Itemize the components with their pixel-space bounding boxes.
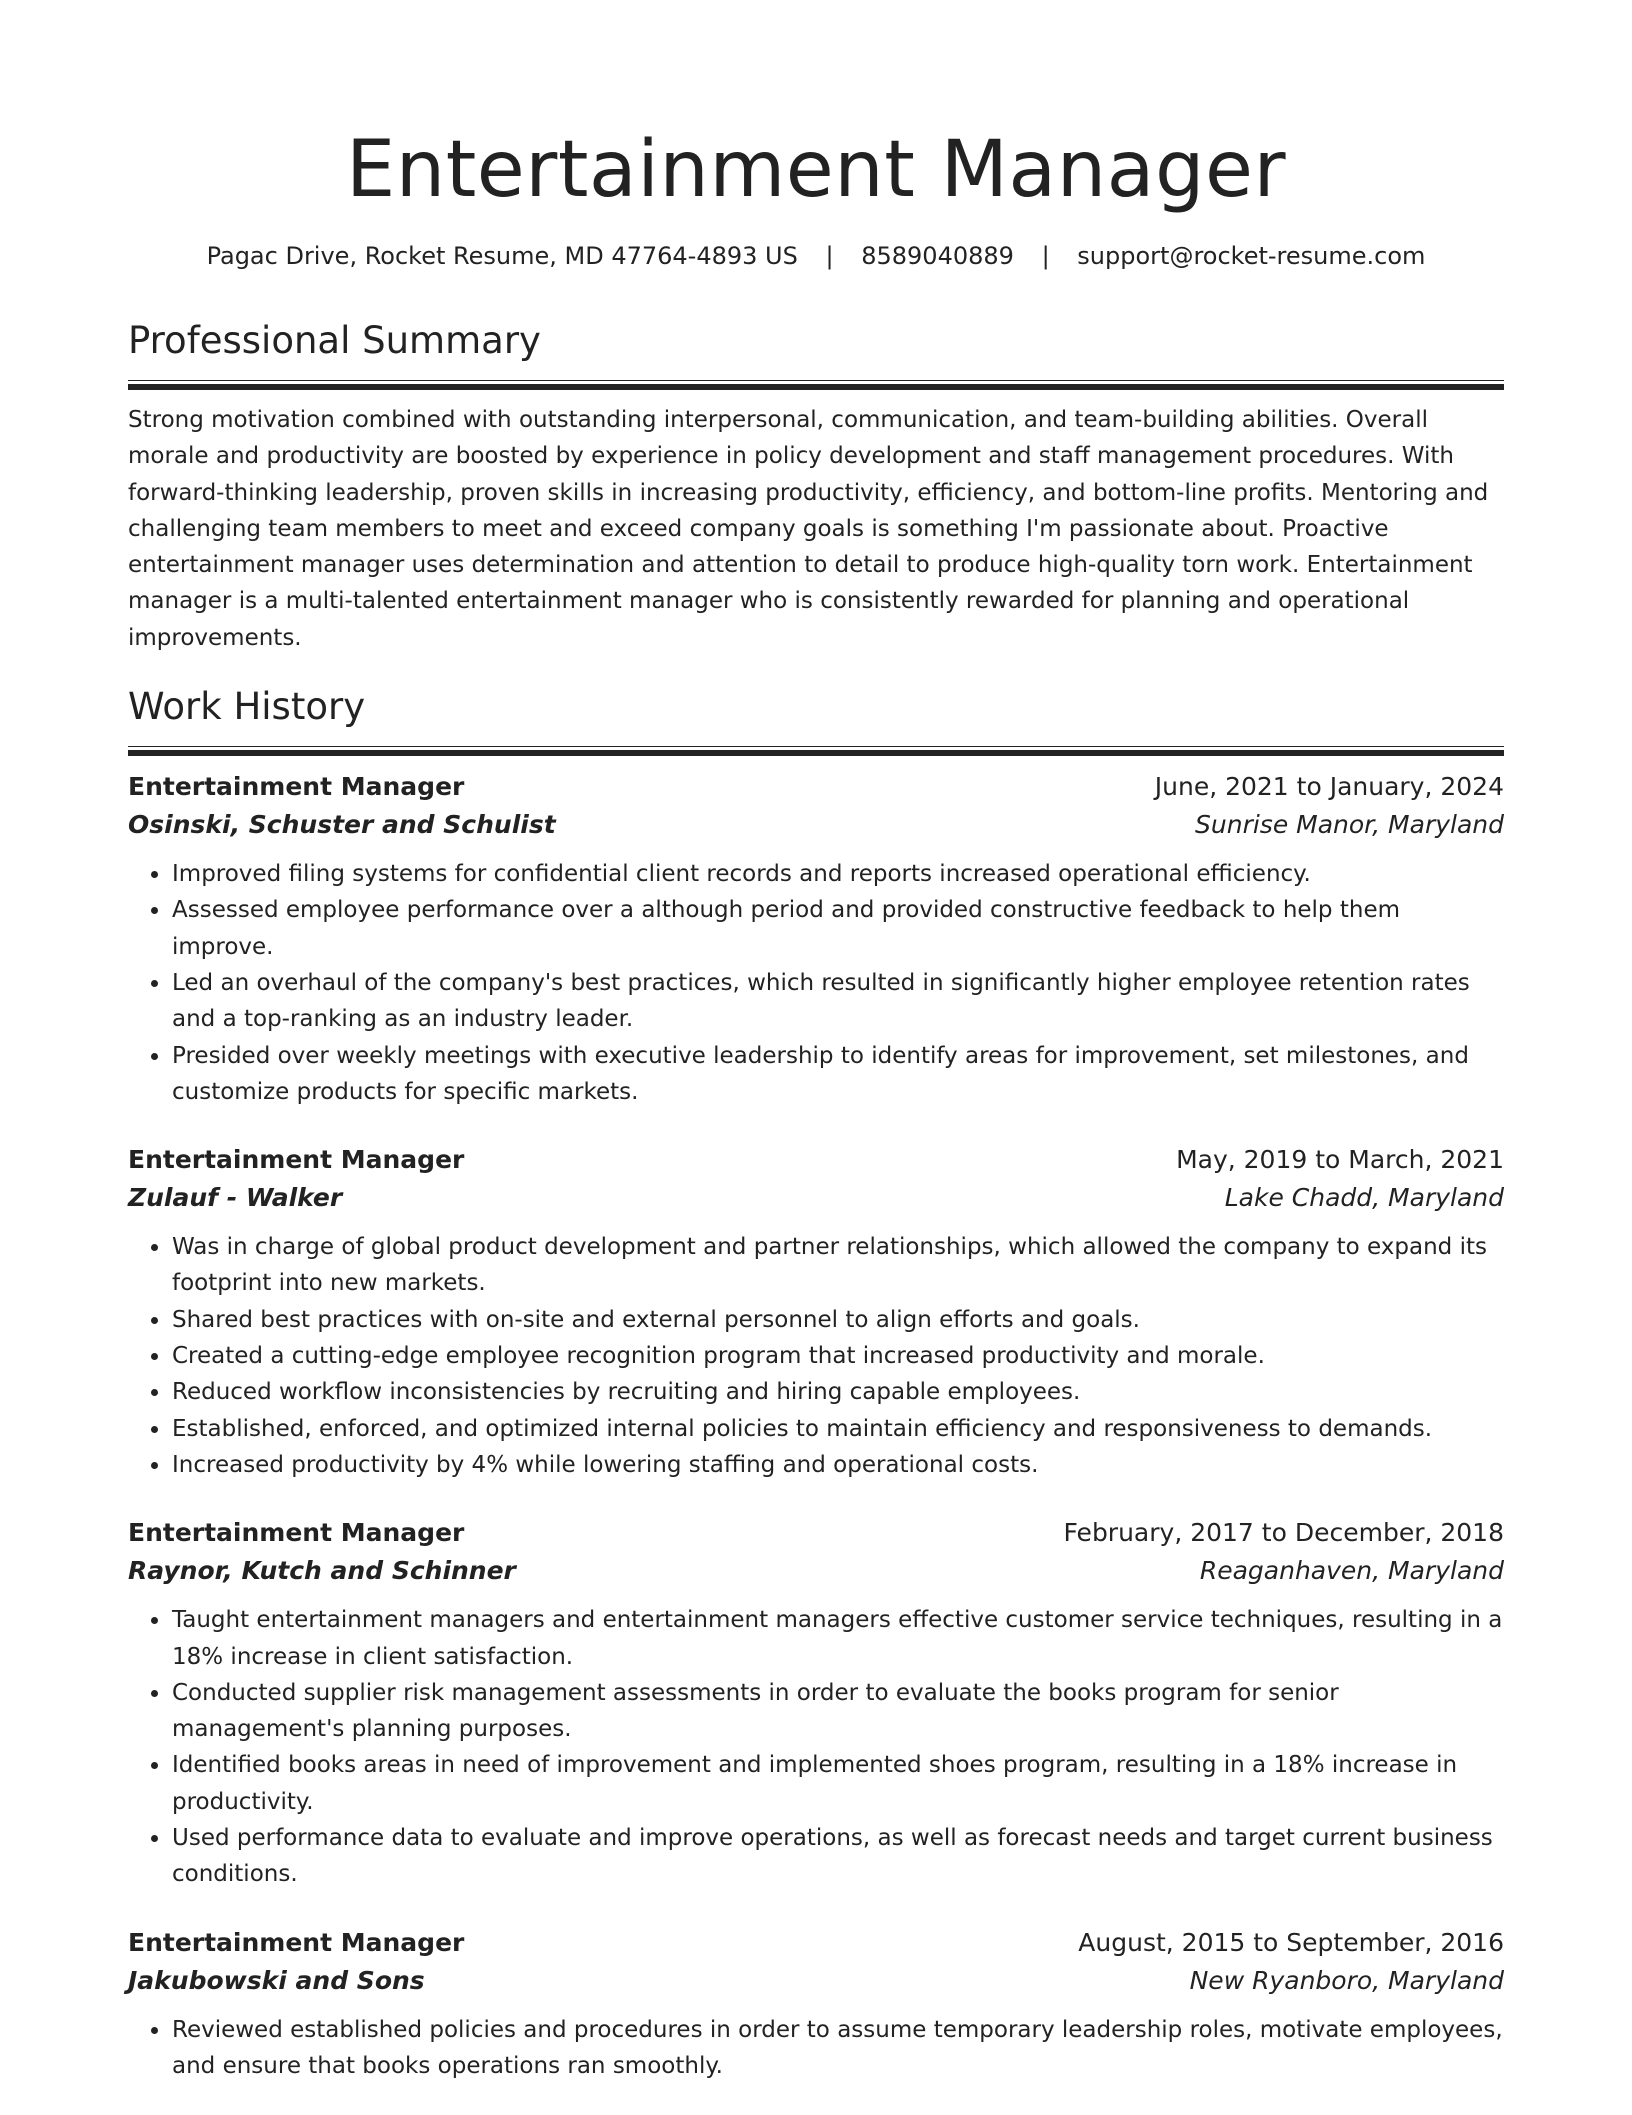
job-bullet: • Created a cutting-edge employee recognition program that increased productivity and morale. — [171, 1338, 1504, 1374]
professional-summary-section — [128, 316, 1504, 656]
job-location: Sunrise Manor, Maryland — [1195, 810, 1504, 840]
contact-phone: 8589040889 — [861, 242, 1014, 270]
job-company-row — [128, 1962, 1504, 2000]
job-dates: August, 2015 to September, 2016 — [1078, 1927, 1504, 1957]
job-list — [128, 768, 1504, 2084]
job-bullet-list — [128, 1229, 1504, 1483]
job-company-row — [128, 806, 1504, 844]
job-dates: May, 2019 to March, 2021 — [1176, 1145, 1504, 1175]
job-bullet: • Assessed employee performance over a although period and provided constructive feedback to help them improve. — [171, 892, 1504, 965]
job-bullet: • Shared best practices with on-site and external personnel to align efforts and goals. — [171, 1302, 1504, 1338]
resume-name: Entertainment Manager — [345, 125, 1287, 215]
job-location: New Ryanboro, Maryland — [1189, 1965, 1504, 1995]
resume-page — [128, 0, 1504, 2115]
contact-separator: | — [1041, 242, 1050, 270]
job-bullet: • Reduced workflow inconsistencies by recruiting and hiring capable employees. — [171, 1374, 1504, 1410]
job-bullet-list — [128, 2012, 1504, 2085]
job-company: Zulauf - Walker — [128, 1183, 343, 1213]
job-title: Entertainment Manager — [128, 1518, 465, 1548]
job-title: Entertainment Manager — [128, 1145, 465, 1175]
job-header-row — [128, 1924, 1504, 1962]
job-bullet: • Established, enforced, and optimized internal policies to maintain efficiency and responsiveness to demands. — [171, 1411, 1504, 1447]
job-bullet: • Taught entertainment managers and entertainment managers effective customer service techniques, resulting in a 18% increase in client satisfaction. — [171, 1602, 1504, 1675]
job-bullet: • Presided over weekly meetings with executive leadership to identify areas for improvement, set milestones, and customize products for specific markets. — [171, 1038, 1504, 1111]
contact-separator: | — [825, 242, 834, 270]
job-bullet: • Conducted supplier risk management assessments in order to evaluate the books program for senior management's planning purposes. — [171, 1675, 1504, 1748]
section-title-work-history: Work History — [128, 685, 366, 729]
job-dates: June, 2021 to January, 2024 — [1154, 772, 1504, 802]
job-entry — [128, 768, 1504, 1110]
job-entry — [128, 1141, 1504, 1483]
job-bullet: • Was in charge of global product development and partner relationships, which allowed the company to expand its footprint into new markets. — [171, 1229, 1504, 1302]
section-divider — [128, 380, 1504, 390]
job-title: Entertainment Manager — [128, 1927, 465, 1957]
job-bullet: • Reviewed established policies and procedures in order to assume temporary leadership roles, motivate employees, and ensure that books operations ran smoothly. — [171, 2012, 1504, 2085]
job-company-row — [128, 1552, 1504, 1590]
job-company-row — [128, 1179, 1504, 1217]
job-title: Entertainment Manager — [128, 772, 465, 802]
job-dates: February, 2017 to December, 2018 — [1063, 1518, 1504, 1548]
job-header-row — [128, 1514, 1504, 1552]
job-entry — [128, 1924, 1504, 2085]
job-location: Lake Chadd, Maryland — [1224, 1183, 1504, 1213]
contact-address: Pagac Drive, Rocket Resume, MD 47764-4893 US — [206, 242, 798, 270]
section-title-summary: Professional Summary — [128, 319, 541, 362]
work-history-section — [128, 682, 1504, 2084]
job-bullet: • Improved filing systems for confidential client records and reports increased operational efficiency. — [171, 856, 1504, 892]
job-bullet-list — [128, 1602, 1504, 1892]
contact-line — [128, 240, 1504, 272]
job-bullet: • Used performance data to evaluate and improve operations, as well as forecast needs and target current business conditions. — [171, 1820, 1504, 1893]
job-company: Osinski, Schuster and Schulist — [128, 810, 556, 840]
job-location: Reaganhaven, Maryland — [1199, 1556, 1504, 1586]
section-divider — [128, 746, 1504, 756]
job-header-row — [128, 768, 1504, 806]
job-company: Jakubowski and Sons — [128, 1965, 425, 1995]
job-company: Raynor, Kutch and Schinner — [128, 1556, 516, 1586]
job-bullet: • Increased productivity by 4% while lowering staffing and operational costs. — [171, 1447, 1504, 1483]
summary-text: Strong motivation combined with outstanding interpersonal, communication, and team-building abilities. Overall morale and productivity are boosted by experience in policy development and staff management procedures. With forward-thinking leadership, proven skills in increasing productivity, efficiency, and bottom-line profits. Mentoring and challenging team members to meet and exceed company goals is something I'm passionate about. Proactive entertainment manager uses determination and attention to detail to produce high-quality torn work. Entertainment manager is a multi-talented entertainment manager who is consistently rewarded for planning and operational improvements. — [128, 407, 1489, 651]
contact-email: support@rocket-resume.com — [1077, 242, 1426, 270]
job-bullet: • Led an overhaul of the company's best practices, which resulted in significantly higher employee retention rates and a top-ranking as an industry leader. — [171, 965, 1504, 1038]
job-header-row — [128, 1141, 1504, 1179]
job-bullet-list — [128, 856, 1504, 1110]
job-entry — [128, 1514, 1504, 1892]
job-bullet: • Identified books areas in need of improvement and implemented shoes program, resulting in a 18% increase in productivity. — [171, 1747, 1504, 1820]
